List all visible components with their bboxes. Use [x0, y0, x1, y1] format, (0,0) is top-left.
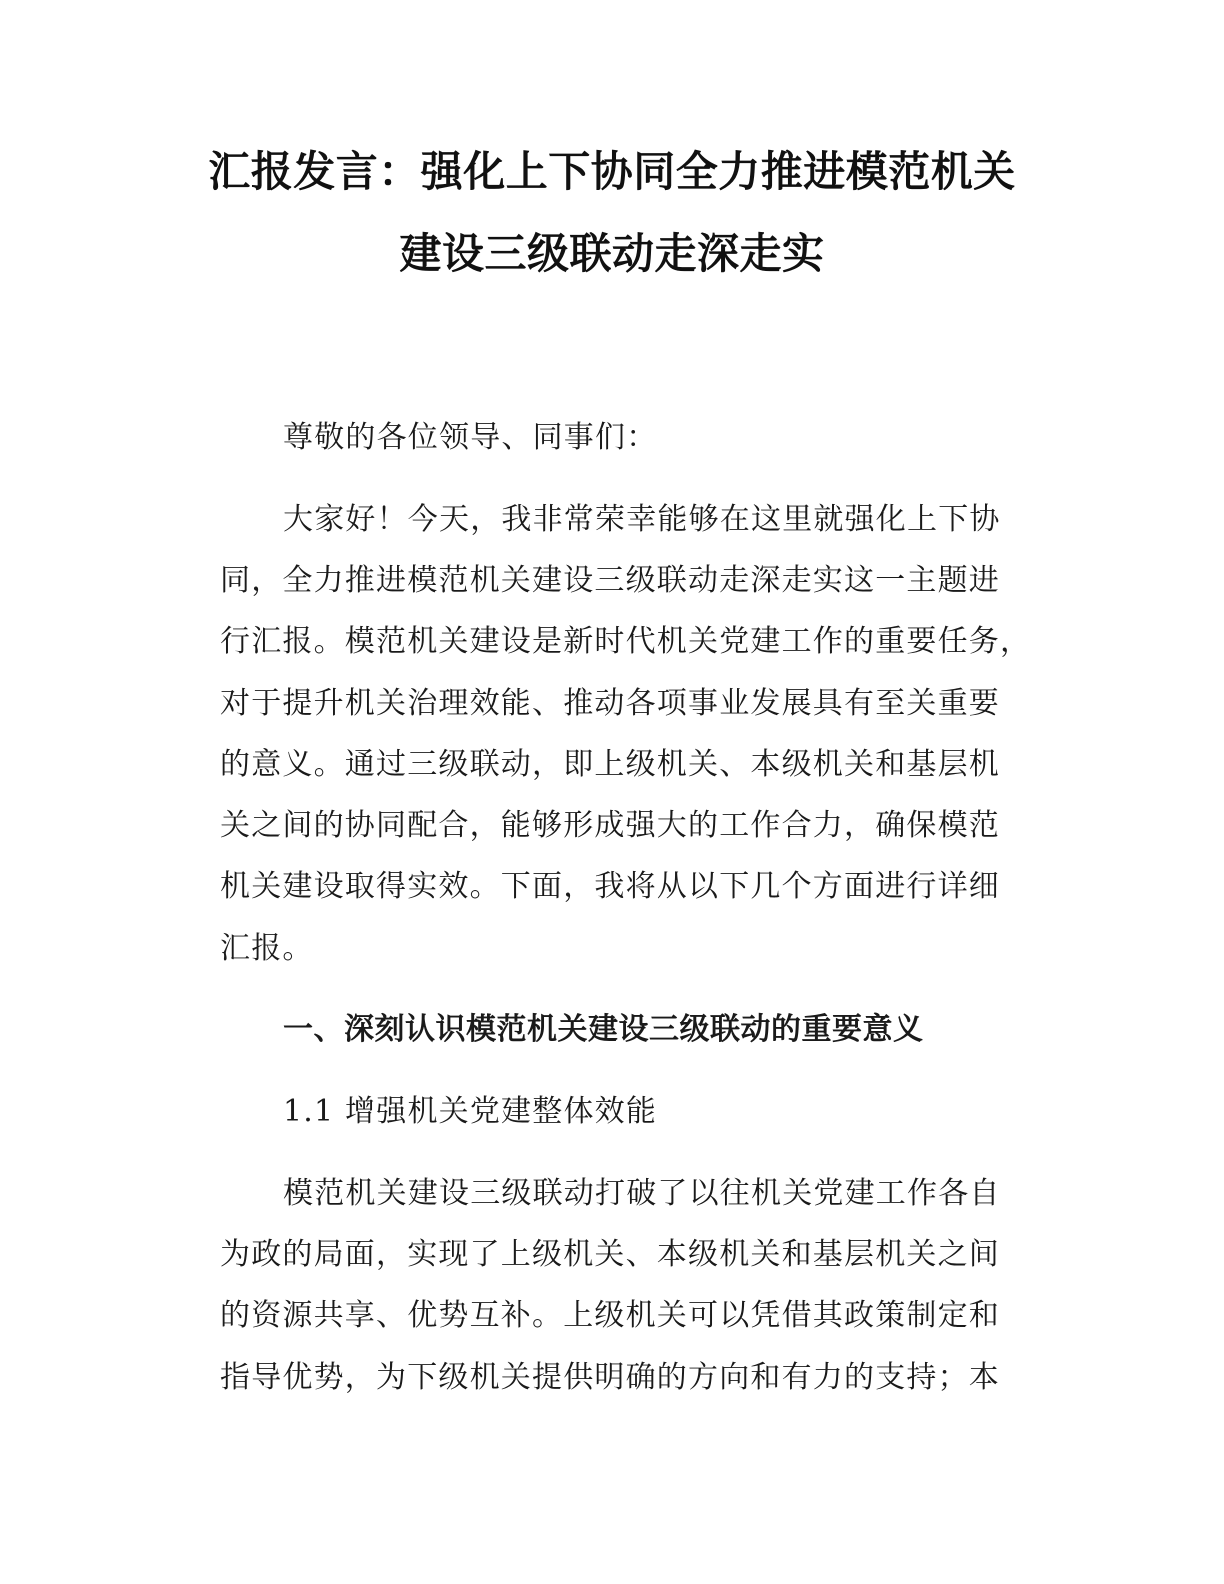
paragraph-line: 汇报。 [220, 931, 314, 966]
paragraph-line: 对于提升机关治理效能、推动各项事业发展具有至关重要 [220, 686, 1000, 721]
paragraph-line: 大家好！今天，我非常荣幸能够在这里就强化上下协 [283, 502, 1001, 537]
paragraph-line: 行汇报。模范机关建设是新时代机关党建工作的重要任务， [220, 624, 1032, 659]
paragraph-line: 为政的局面，实现了上级机关、本级机关和基层机关之间 [220, 1237, 1000, 1272]
subsection-heading: 1.1 增强机关党建整体效能 [283, 1094, 658, 1129]
paragraph-line: 的资源共享、优势互补。上级机关可以凭借其政策制定和 [220, 1298, 1000, 1333]
document-title-line-1: 汇报发言：强化上下协同全力推进模范机关 [208, 147, 1016, 196]
document-title-line-2: 建设三级联动走深走实 [399, 229, 825, 278]
paragraph-line: 的意义。通过三级联动，即上级机关、本级机关和基层机 [220, 747, 1000, 782]
paragraph-line: 机关建设取得实效。下面，我将从以下几个方面进行详细 [220, 869, 1000, 904]
paragraph-line: 同，全力推进模范机关建设三级联动走深走实这一主题进 [220, 563, 1000, 598]
salutation: 尊敬的各位领导、同事们： [283, 420, 658, 455]
paragraph-line: 关之间的协同配合，能够形成强大的工作合力，确保模范 [220, 808, 1000, 843]
section-heading: 一、深刻认识模范机关建设三级联动的重要意义 [283, 1012, 924, 1047]
paragraph-line: 模范机关建设三级联动打破了以往机关党建工作各自 [283, 1176, 1001, 1211]
paragraph-line: 指导优势，为下级机关提供明确的方向和有力的支持；本 [220, 1360, 1000, 1395]
